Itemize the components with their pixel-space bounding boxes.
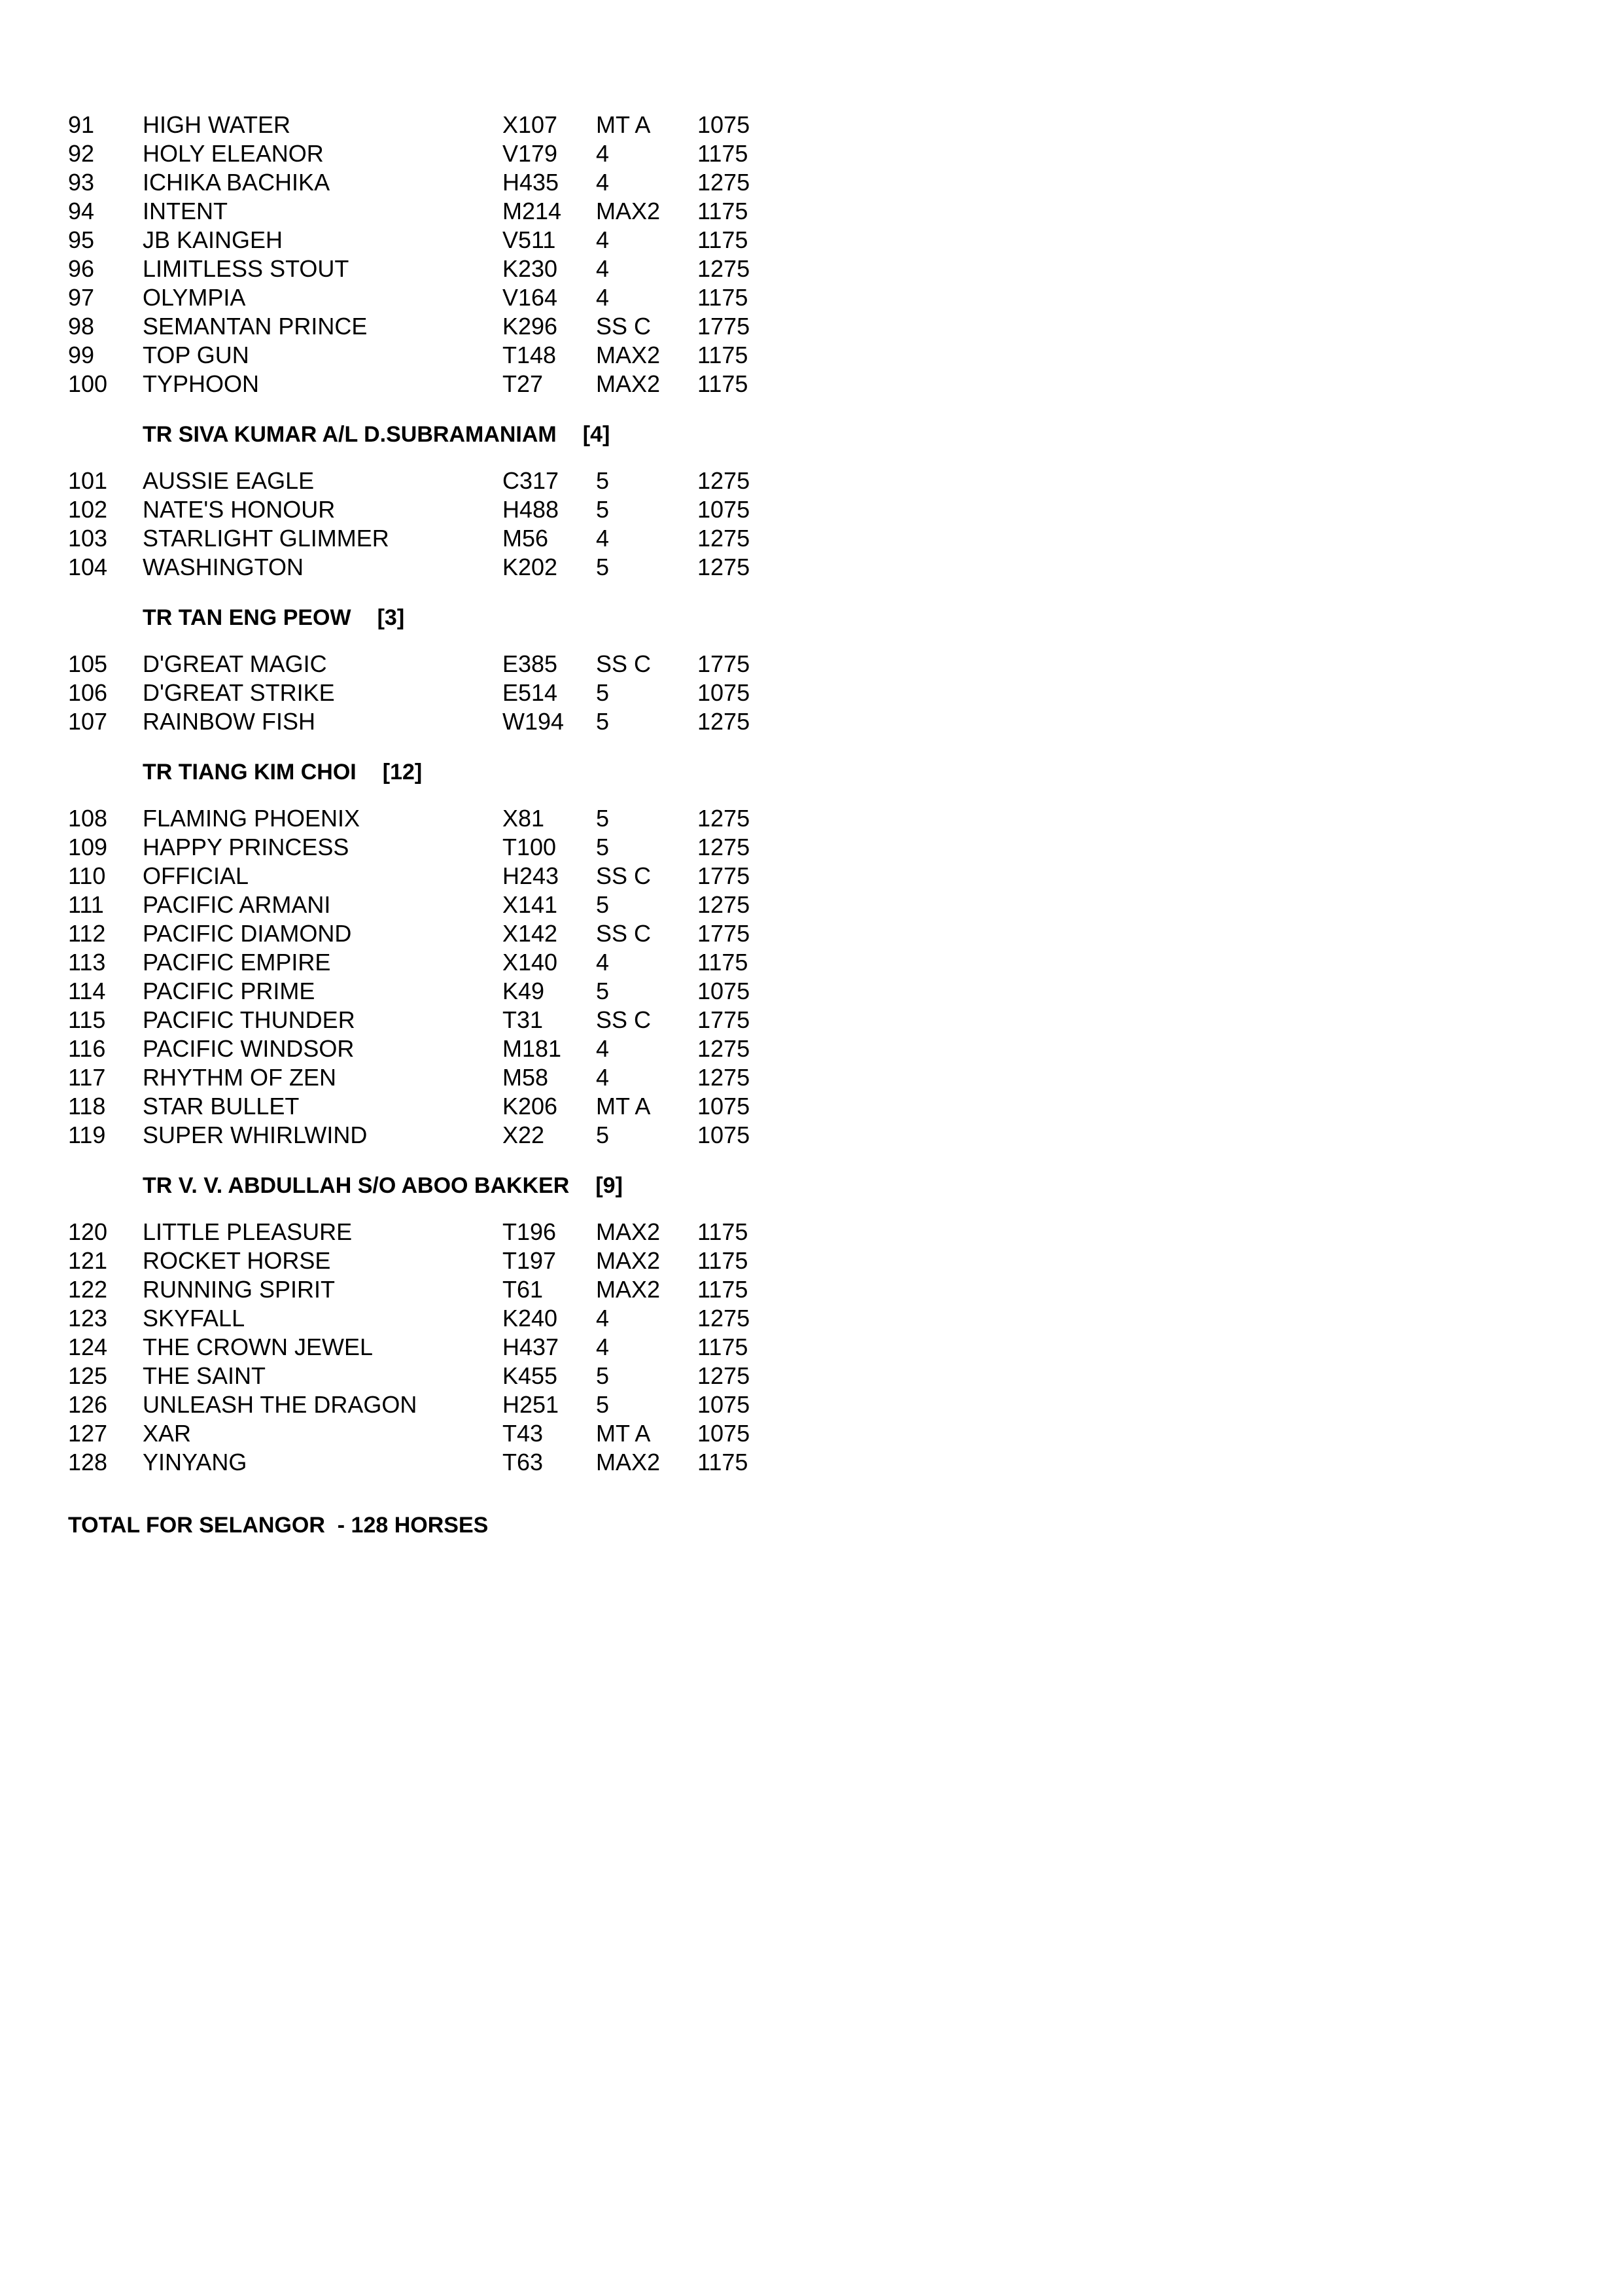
horse-class: 5 [596,805,610,832]
horse-class: 4 [596,284,610,311]
horse-number: 116 [68,1035,106,1062]
horse-rating: 1775 [697,650,750,677]
horse-name: LIMITLESS STOUT [143,255,349,282]
horse-number: 106 [68,679,108,706]
horse-code: H251 [502,1391,559,1418]
horse-number: 113 [68,949,106,976]
horse-code: K202 [502,554,558,580]
horse-code: X81 [502,805,545,832]
horse-name: WASHINGTON [143,554,304,580]
trainer-heading [143,420,610,449]
horse-name: HOLY ELEANOR [143,140,324,167]
horse-name: PACIFIC ARMANI [143,891,331,918]
horse-name: NATE'S HONOUR [143,496,336,523]
horse-rating: 1775 [697,862,750,889]
horse-rating: 1175 [697,370,748,397]
horse-name: YINYANG [143,1449,247,1475]
horse-row [0,1448,785,1477]
horse-number: 114 [68,978,106,1004]
horse-rating: 1175 [697,140,748,167]
horse-name: OLYMPIA [143,284,246,311]
horse-code: T100 [502,834,557,860]
horse-class: 4 [596,525,610,552]
horse-number: 119 [68,1122,106,1148]
horse-code: V179 [502,140,558,167]
trainer-name: TR SIVA KUMAR A/L D.SUBRAMANIAM [143,422,557,447]
trainer-horse-count: [4] [582,422,610,447]
horse-row [0,1333,785,1362]
horse-row [0,341,785,370]
horse-number: 108 [68,805,108,832]
horse-code: M181 [502,1035,562,1062]
horse-row [0,1034,785,1063]
horse-number: 124 [68,1333,108,1360]
horse-class: 4 [596,1064,610,1091]
horse-row [0,1304,785,1333]
horse-code: T197 [502,1247,557,1274]
horse-rating: 1175 [697,1333,748,1360]
horse-code: M58 [502,1064,549,1091]
horse-class: MAX2 [596,1449,661,1475]
horse-code: X107 [502,111,558,138]
horse-rating: 1275 [697,708,750,735]
horse-code: H435 [502,169,559,196]
horse-row [0,650,785,679]
horse-class: 5 [596,978,610,1004]
horse-name: SUPER WHIRLWIND [143,1122,368,1148]
horse-row [0,707,785,736]
horse-row [0,1246,785,1275]
trainer-heading [143,758,422,786]
horse-number: 123 [68,1305,108,1332]
horse-number: 117 [68,1064,106,1091]
horse-number: 97 [68,284,95,311]
horse-name: THE CROWN JEWEL [143,1333,374,1360]
horse-code: V511 [502,226,556,253]
horse-rating: 1275 [697,891,750,918]
horse-class: MAX2 [596,342,661,368]
horse-class: 4 [596,949,610,976]
horse-number: 103 [68,525,108,552]
horse-name: PACIFIC EMPIRE [143,949,331,976]
horse-name: UNLEASH THE DRAGON [143,1391,417,1418]
horse-class: SS C [596,920,652,947]
horse-row [0,1419,785,1448]
horse-number: 112 [68,920,106,947]
horse-name: PACIFIC DIAMOND [143,920,352,947]
horse-number: 128 [68,1449,108,1475]
horse-class: MAX2 [596,370,661,397]
horse-name: AUSSIE EAGLE [143,467,315,494]
horse-name: INTENT [143,198,228,224]
trainer-name: TR TAN ENG PEOW [143,605,351,630]
horse-code: K455 [502,1362,558,1389]
horse-row [0,891,785,919]
horse-class: SS C [596,862,652,889]
horse-number: 122 [68,1276,108,1303]
horse-row [0,283,785,312]
horse-code: H243 [502,862,559,889]
horse-number: 127 [68,1420,108,1447]
horse-name: XAR [143,1420,192,1447]
horse-class: MT A [596,111,651,138]
horse-row [0,1390,785,1419]
horse-rating: 1275 [697,554,750,580]
horse-name: HAPPY PRINCESS [143,834,349,860]
horse-code: M56 [502,525,549,552]
horse-row [0,467,785,495]
horse-code: T63 [502,1449,544,1475]
horse-number: 102 [68,496,108,523]
trainer-heading [143,1171,623,1200]
horse-name: LITTLE PLEASURE [143,1218,353,1245]
horse-name: SKYFALL [143,1305,245,1332]
horse-class: MT A [596,1420,651,1447]
horse-class: SS C [596,1006,652,1033]
horse-rating: 1075 [697,978,750,1004]
horse-rating: 1075 [697,496,750,523]
horse-number: 99 [68,342,95,368]
horse-number: 120 [68,1218,108,1245]
horse-name: ICHIKA BACHIKA [143,169,330,196]
horse-class: 4 [596,226,610,253]
horse-row [0,1275,785,1304]
horse-rating: 1275 [697,834,750,860]
horse-class: 4 [596,1305,610,1332]
horse-row [0,495,785,524]
horse-row [0,1121,785,1150]
horse-row [0,679,785,707]
horse-row [0,833,785,862]
horse-number: 121 [68,1247,108,1274]
horse-rating: 1275 [697,255,750,282]
total-line: TOTAL FOR SELANGOR - 128 HORSES [68,1513,489,1538]
horse-class: 4 [596,255,610,282]
horse-code: K296 [502,313,558,340]
horse-code: E385 [502,650,558,677]
horse-name: RAINBOW FISH [143,708,316,735]
horse-class: 5 [596,1391,610,1418]
horse-name: STAR BULLET [143,1093,300,1120]
horse-class: 4 [596,140,610,167]
horse-name: TOP GUN [143,342,249,368]
horse-row [0,370,785,398]
horse-rating: 1175 [697,284,748,311]
horse-number: 95 [68,226,95,253]
horse-name: D'GREAT MAGIC [143,650,327,677]
horse-row [0,255,785,283]
horse-code: X140 [502,949,558,976]
trainer-name: TR V. V. ABDULLAH S/O ABOO BAKKER [143,1173,570,1198]
horse-rating: 1175 [697,1218,748,1245]
horse-row [0,553,785,582]
horse-rating: 1075 [697,111,750,138]
horse-class: 5 [596,679,610,706]
horse-class: MAX2 [596,1276,661,1303]
horse-number: 98 [68,313,95,340]
horse-class: SS C [596,650,652,677]
horse-name: RUNNING SPIRIT [143,1276,336,1303]
horse-rating: 1175 [697,198,748,224]
horse-code: E514 [502,679,558,706]
horse-class: 5 [596,834,610,860]
horse-number: 100 [68,370,108,397]
horse-number: 92 [68,140,95,167]
horse-number: 109 [68,834,108,860]
horse-row [0,1362,785,1390]
horse-class: 5 [596,554,610,580]
horse-rating: 1275 [697,1035,750,1062]
horse-row [0,524,785,553]
horse-rating: 1275 [697,1362,750,1389]
horse-code: H437 [502,1333,559,1360]
horse-name: JB KAINGEH [143,226,283,253]
horse-class: SS C [596,313,652,340]
horse-number: 91 [68,111,95,138]
horse-row [0,1063,785,1092]
horse-number: 107 [68,708,108,735]
horse-rating: 1275 [697,1305,750,1332]
horse-number: 94 [68,198,95,224]
horse-rating: 1175 [697,1449,748,1475]
horse-row [0,1006,785,1034]
horse-code: T43 [502,1420,544,1447]
horse-code: X22 [502,1122,545,1148]
horse-name: PACIFIC THUNDER [143,1006,355,1033]
horse-code: T61 [502,1276,544,1303]
horse-number: 118 [68,1093,106,1120]
horse-number: 111 [68,891,104,918]
horse-code: T31 [502,1006,544,1033]
horse-rating: 1175 [697,342,748,368]
horse-rating: 1175 [697,1247,748,1274]
horse-name: PACIFIC WINDSOR [143,1035,355,1062]
horse-row [0,977,785,1006]
horse-rating: 1075 [697,1420,750,1447]
horse-number: 93 [68,169,95,196]
horse-number: 104 [68,554,108,580]
horse-code: K240 [502,1305,558,1332]
horse-rating: 1775 [697,313,750,340]
horse-row [0,1092,785,1121]
trainer-horse-count: [3] [377,605,405,630]
horse-row [0,312,785,341]
horse-number: 125 [68,1362,108,1389]
horse-rating: 1075 [697,679,750,706]
horse-row [0,804,785,833]
horse-class: 5 [596,708,610,735]
horse-name: OFFICIAL [143,862,249,889]
horse-class: 4 [596,1035,610,1062]
horse-code: K206 [502,1093,558,1120]
horse-number: 96 [68,255,95,282]
horse-code: C317 [502,467,559,494]
horse-number: 110 [68,862,106,889]
horse-rating: 1075 [697,1122,750,1148]
horse-rating: 1175 [697,1276,748,1303]
horse-code: T196 [502,1218,557,1245]
horse-class: 4 [596,1333,610,1360]
horse-code: T27 [502,370,544,397]
horse-code: V164 [502,284,558,311]
horse-class: 5 [596,496,610,523]
horse-class: MAX2 [596,198,661,224]
horse-class: MAX2 [596,1218,661,1245]
horse-row [0,168,785,197]
horse-name: TYPHOON [143,370,260,397]
horse-class: 5 [596,891,610,918]
trainer-name: TR TIANG KIM CHOI [143,760,357,785]
horse-row [0,1218,785,1246]
horse-class: MAX2 [596,1247,661,1274]
horse-number: 105 [68,650,108,677]
horse-code: T148 [502,342,557,368]
horse-name: HIGH WATER [143,111,290,138]
trainer-heading [143,603,404,632]
horse-row [0,948,785,977]
horse-rating: 1275 [697,169,750,196]
horse-class: 5 [596,1362,610,1389]
trainer-horse-count: [9] [595,1173,623,1198]
horse-row [0,139,785,168]
horse-rating: 1075 [697,1391,750,1418]
horse-number: 115 [68,1006,106,1033]
horse-name: FLAMING PHOENIX [143,805,360,832]
horse-name: RHYTHM OF ZEN [143,1064,336,1091]
horse-class: 5 [596,1122,610,1148]
horse-rating: 1275 [697,805,750,832]
horse-number: 101 [68,467,108,494]
horse-rating: 1075 [697,1093,750,1120]
horse-rating: 1175 [697,949,748,976]
horse-class: 5 [596,467,610,494]
horse-class: 4 [596,169,610,196]
horse-code: K230 [502,255,558,282]
horse-number: 126 [68,1391,108,1418]
trainer-horse-count: [12] [382,760,423,785]
horse-name: SEMANTAN PRINCE [143,313,368,340]
horse-rating: 1775 [697,920,750,947]
horse-code: X142 [502,920,558,947]
horse-code: X141 [502,891,558,918]
horse-name: PACIFIC PRIME [143,978,315,1004]
horse-rating: 1275 [697,467,750,494]
horse-row [0,919,785,948]
horse-class: MT A [596,1093,651,1120]
horse-name: STARLIGHT GLIMMER [143,525,389,552]
horse-name: THE SAINT [143,1362,266,1389]
horse-row [0,197,785,226]
horse-row [0,226,785,255]
horse-code: W194 [502,708,565,735]
horse-code: M214 [502,198,562,224]
horse-row [0,111,785,139]
horse-code: K49 [502,978,545,1004]
horse-rating: 1775 [697,1006,750,1033]
horse-name: ROCKET HORSE [143,1247,331,1274]
horse-rating: 1175 [697,226,748,253]
horse-code: H488 [502,496,559,523]
horse-row [0,862,785,891]
horse-name: D'GREAT STRIKE [143,679,335,706]
horse-rating: 1275 [697,525,750,552]
horse-rating: 1275 [697,1064,750,1091]
